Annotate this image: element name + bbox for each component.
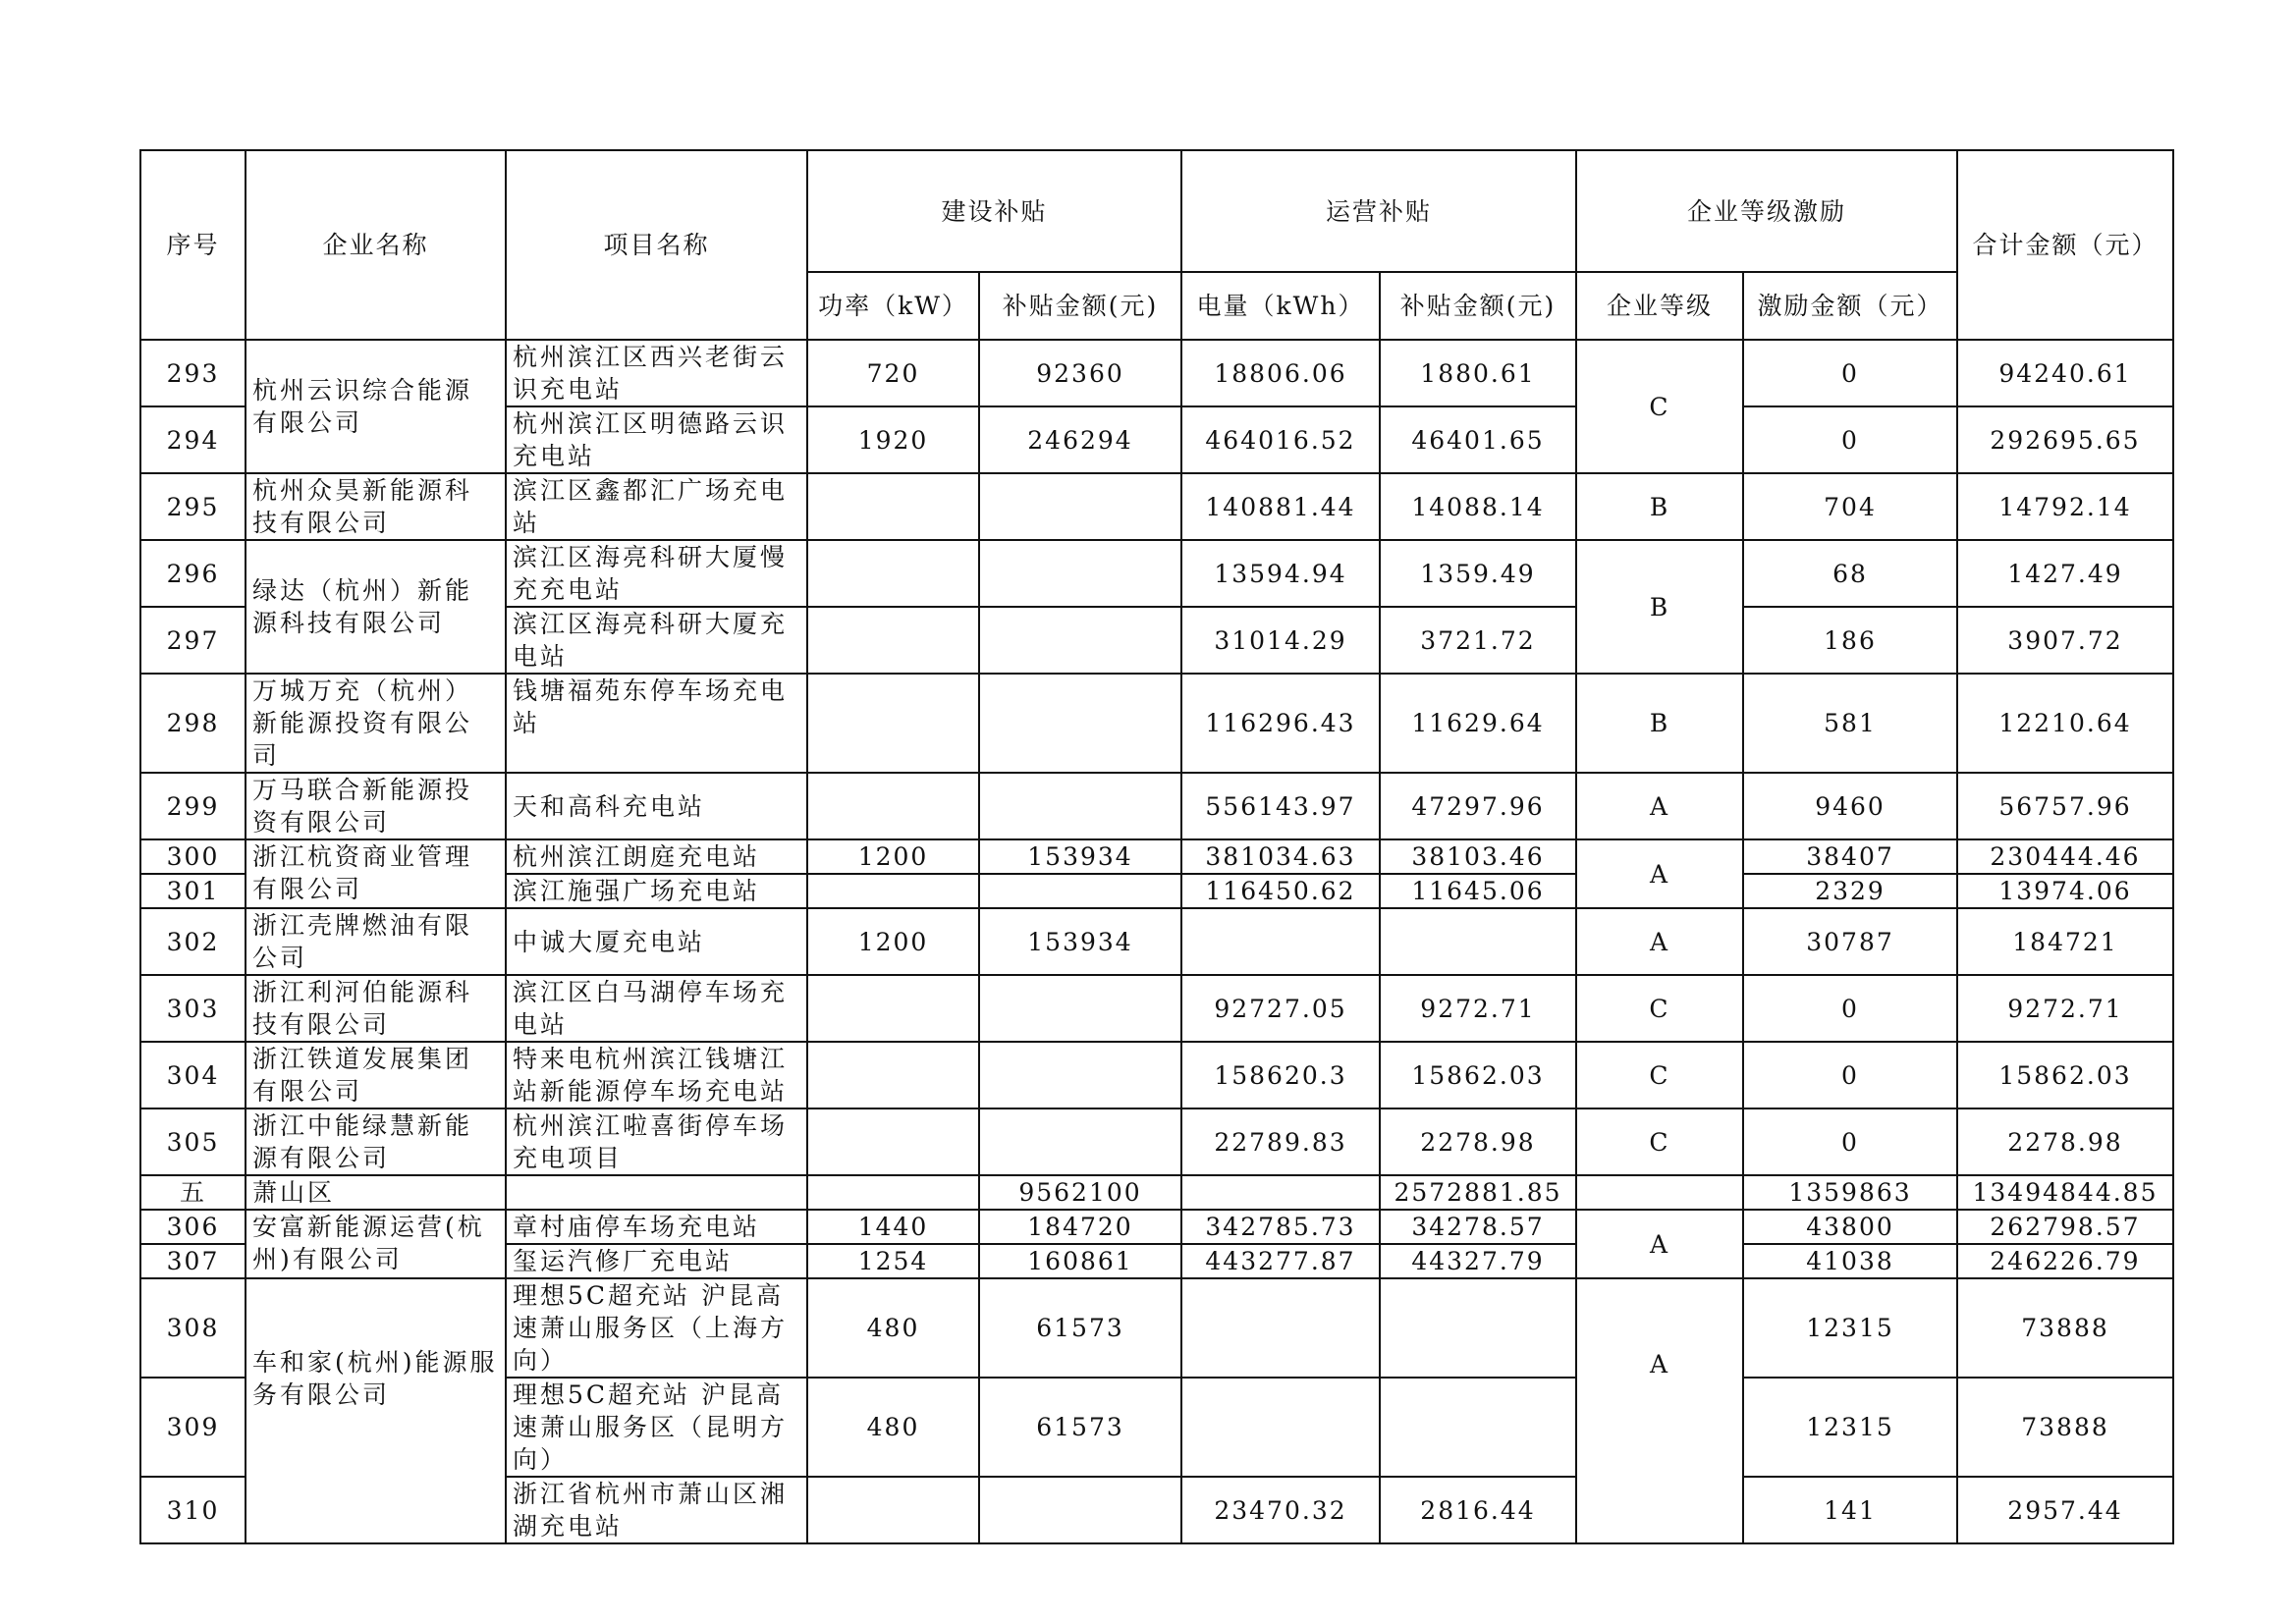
construction-amount-cell: 61573 bbox=[979, 1278, 1181, 1378]
district-construction-amount: 9562100 bbox=[979, 1175, 1181, 1210]
project-cell: 杭州滨江啦喜街停车场充电项目 bbox=[506, 1108, 807, 1175]
operation-amount-cell: 11629.64 bbox=[1380, 674, 1576, 773]
table-row bbox=[140, 1278, 2173, 1378]
seq-cell: 294 bbox=[140, 406, 246, 473]
seq-cell: 298 bbox=[140, 674, 246, 773]
project-cell: 浙江省杭州市萧山区湘湖充电站 bbox=[506, 1477, 807, 1543]
total-cell: 73888 bbox=[1957, 1378, 2173, 1477]
header-grade-incentive: 企业等级激励 bbox=[1576, 150, 1957, 272]
power-cell: 1200 bbox=[807, 839, 979, 874]
total-cell: 230444.46 bbox=[1957, 839, 2173, 874]
seq-cell: 296 bbox=[140, 540, 246, 607]
construction-amount-cell: 160861 bbox=[979, 1244, 1181, 1278]
energy-cell: 158620.3 bbox=[1181, 1042, 1380, 1108]
header-construction: 建设补贴 bbox=[807, 150, 1181, 272]
power-cell bbox=[807, 607, 979, 674]
table-row bbox=[140, 473, 2173, 540]
total-cell: 1427.49 bbox=[1957, 540, 2173, 607]
seq-cell: 310 bbox=[140, 1477, 246, 1543]
grade-cell: C bbox=[1576, 1108, 1743, 1175]
incentive-cell: 0 bbox=[1743, 1108, 1957, 1175]
incentive-cell: 41038 bbox=[1743, 1244, 1957, 1278]
seq-cell: 299 bbox=[140, 773, 246, 839]
total-cell: 15862.03 bbox=[1957, 1042, 2173, 1108]
grade-cell: A bbox=[1576, 1278, 1743, 1543]
total-cell: 14792.14 bbox=[1957, 473, 2173, 540]
seq-cell: 295 bbox=[140, 473, 246, 540]
company-cell: 杭州众昊新能源科技有限公司 bbox=[246, 473, 506, 540]
power-cell: 480 bbox=[807, 1278, 979, 1378]
power-cell: 1254 bbox=[807, 1244, 979, 1278]
construction-amount-cell: 92360 bbox=[979, 340, 1181, 406]
header-construction-amount: 补贴金额(元) bbox=[979, 272, 1181, 340]
header-operation-amount: 补贴金额(元) bbox=[1380, 272, 1576, 340]
operation-amount-cell: 14088.14 bbox=[1380, 473, 1576, 540]
incentive-cell: 12315 bbox=[1743, 1278, 1957, 1378]
table-row bbox=[140, 340, 2173, 406]
incentive-cell: 68 bbox=[1743, 540, 1957, 607]
district-subtotal-row bbox=[140, 1175, 2173, 1210]
incentive-cell: 38407 bbox=[1743, 839, 1957, 874]
energy-cell: 116296.43 bbox=[1181, 674, 1380, 773]
incentive-cell: 186 bbox=[1743, 607, 1957, 674]
energy-cell bbox=[1181, 1378, 1380, 1477]
total-cell: 246226.79 bbox=[1957, 1244, 2173, 1278]
project-cell: 滨江区海亮科研大厦充电站 bbox=[506, 607, 807, 674]
energy-cell: 464016.52 bbox=[1181, 406, 1380, 473]
district-energy bbox=[1181, 1175, 1380, 1210]
project-cell: 中诚大厦充电站 bbox=[506, 908, 807, 975]
seq-cell: 307 bbox=[140, 1244, 246, 1278]
grade-cell: A bbox=[1576, 908, 1743, 975]
incentive-cell: 2329 bbox=[1743, 874, 1957, 908]
district-grade bbox=[1576, 1175, 1743, 1210]
project-cell: 杭州滨江区西兴老街云识充电站 bbox=[506, 340, 807, 406]
construction-amount-cell bbox=[979, 1108, 1181, 1175]
construction-amount-cell bbox=[979, 773, 1181, 839]
incentive-cell: 141 bbox=[1743, 1477, 1957, 1543]
operation-amount-cell: 11645.06 bbox=[1380, 874, 1576, 908]
energy-cell: 116450.62 bbox=[1181, 874, 1380, 908]
incentive-cell: 12315 bbox=[1743, 1378, 1957, 1477]
operation-amount-cell: 2816.44 bbox=[1380, 1477, 1576, 1543]
energy-cell: 92727.05 bbox=[1181, 975, 1380, 1042]
company-cell: 车和家(杭州)能源服务有限公司 bbox=[246, 1278, 506, 1477]
energy-cell: 23470.32 bbox=[1181, 1477, 1380, 1543]
power-cell bbox=[807, 1108, 979, 1175]
operation-amount-cell: 38103.46 bbox=[1380, 839, 1576, 874]
project-cell: 滨江区海亮科研大厦慢充充电站 bbox=[506, 540, 807, 607]
seq-cell: 305 bbox=[140, 1108, 246, 1175]
incentive-cell: 0 bbox=[1743, 1042, 1957, 1108]
power-cell: 1920 bbox=[807, 406, 979, 473]
operation-amount-cell bbox=[1380, 908, 1576, 975]
project-cell: 特来电杭州滨江钱塘江站新能源停车场充电站 bbox=[506, 1042, 807, 1108]
construction-amount-cell bbox=[979, 540, 1181, 607]
operation-amount-cell: 15862.03 bbox=[1380, 1042, 1576, 1108]
construction-amount-cell: 61573 bbox=[979, 1378, 1181, 1477]
header-row-1 bbox=[140, 150, 2173, 272]
energy-cell: 342785.73 bbox=[1181, 1210, 1380, 1244]
table-row bbox=[140, 1210, 2173, 1244]
table-row bbox=[140, 1042, 2173, 1108]
company-cell: 浙江铁道发展集团有限公司 bbox=[246, 1042, 506, 1108]
operation-amount-cell: 47297.96 bbox=[1380, 773, 1576, 839]
grade-cell: B bbox=[1576, 473, 1743, 540]
operation-amount-cell bbox=[1380, 1378, 1576, 1477]
grade-cell: C bbox=[1576, 340, 1743, 473]
construction-amount-cell bbox=[979, 1477, 1181, 1543]
energy-cell bbox=[1181, 1278, 1380, 1378]
district-incentive: 1359863 bbox=[1743, 1175, 1957, 1210]
grade-cell: A bbox=[1576, 839, 1743, 908]
seq-cell: 306 bbox=[140, 1210, 246, 1244]
total-cell: 2957.44 bbox=[1957, 1477, 2173, 1543]
operation-amount-cell bbox=[1380, 1278, 1576, 1378]
district-name: 萧山区 bbox=[246, 1175, 506, 1210]
incentive-cell: 30787 bbox=[1743, 908, 1957, 975]
grade-cell: C bbox=[1576, 1042, 1743, 1108]
header-project: 项目名称 bbox=[506, 150, 807, 340]
seq-cell: 293 bbox=[140, 340, 246, 406]
header-company: 企业名称 bbox=[246, 150, 506, 340]
incentive-cell: 0 bbox=[1743, 340, 1957, 406]
power-cell bbox=[807, 540, 979, 607]
construction-amount-cell bbox=[979, 874, 1181, 908]
construction-amount-cell bbox=[979, 607, 1181, 674]
subsidy-table bbox=[139, 149, 2174, 1544]
operation-amount-cell: 44327.79 bbox=[1380, 1244, 1576, 1278]
table-row bbox=[140, 540, 2173, 607]
project-cell: 天和高科充电站 bbox=[506, 773, 807, 839]
header-seq: 序号 bbox=[140, 150, 246, 340]
power-cell: 480 bbox=[807, 1378, 979, 1477]
seq-cell: 300 bbox=[140, 839, 246, 874]
power-cell bbox=[807, 1477, 979, 1543]
company-cell: 浙江中能绿慧新能源有限公司 bbox=[246, 1108, 506, 1175]
energy-cell: 443277.87 bbox=[1181, 1244, 1380, 1278]
grade-cell: A bbox=[1576, 1210, 1743, 1278]
operation-amount-cell: 2278.98 bbox=[1380, 1108, 1576, 1175]
project-cell: 理想5C超充站 沪昆高速萧山服务区（上海方向） bbox=[506, 1278, 807, 1378]
incentive-cell: 43800 bbox=[1743, 1210, 1957, 1244]
header-total: 合计金额（元） bbox=[1957, 150, 2173, 340]
company-cell: 安富新能源运营(杭州)有限公司 bbox=[246, 1210, 506, 1278]
seq-cell: 302 bbox=[140, 908, 246, 975]
total-cell: 13974.06 bbox=[1957, 874, 2173, 908]
energy-cell: 31014.29 bbox=[1181, 607, 1380, 674]
total-cell: 94240.61 bbox=[1957, 340, 2173, 406]
district-power bbox=[807, 1175, 979, 1210]
project-cell: 钱塘福苑东停车场充电站 bbox=[506, 674, 807, 773]
energy-cell: 22789.83 bbox=[1181, 1108, 1380, 1175]
company-cell: 浙江壳牌燃油有限公司 bbox=[246, 908, 506, 975]
incentive-cell: 9460 bbox=[1743, 773, 1957, 839]
header-power: 功率（kW） bbox=[807, 272, 979, 340]
company-cell: 万马联合新能源投资有限公司 bbox=[246, 773, 506, 839]
power-cell: 1200 bbox=[807, 908, 979, 975]
total-cell: 292695.65 bbox=[1957, 406, 2173, 473]
seq-cell: 309 bbox=[140, 1378, 246, 1477]
construction-amount-cell bbox=[979, 473, 1181, 540]
seq-cell: 303 bbox=[140, 975, 246, 1042]
district-project bbox=[506, 1175, 807, 1210]
project-cell: 滨江区白马湖停车场充电站 bbox=[506, 975, 807, 1042]
construction-amount-cell: 153934 bbox=[979, 908, 1181, 975]
incentive-cell: 581 bbox=[1743, 674, 1957, 773]
construction-amount-cell bbox=[979, 674, 1181, 773]
table-row bbox=[140, 1477, 2173, 1543]
total-cell: 12210.64 bbox=[1957, 674, 2173, 773]
project-cell: 章村庙停车场充电站 bbox=[506, 1210, 807, 1244]
seq-cell: 301 bbox=[140, 874, 246, 908]
power-cell bbox=[807, 773, 979, 839]
power-cell bbox=[807, 975, 979, 1042]
operation-amount-cell: 1880.61 bbox=[1380, 340, 1576, 406]
company-cell: 浙江利河伯能源科技有限公司 bbox=[246, 975, 506, 1042]
incentive-cell: 704 bbox=[1743, 473, 1957, 540]
table-row bbox=[140, 839, 2173, 874]
header-grade: 企业等级 bbox=[1576, 272, 1743, 340]
operation-amount-cell: 46401.65 bbox=[1380, 406, 1576, 473]
power-cell: 720 bbox=[807, 340, 979, 406]
table-row bbox=[140, 773, 2173, 839]
operation-amount-cell: 34278.57 bbox=[1380, 1210, 1576, 1244]
district-total: 13494844.85 bbox=[1957, 1175, 2173, 1210]
grade-cell: B bbox=[1576, 674, 1743, 773]
seq-cell: 308 bbox=[140, 1278, 246, 1378]
company-cell: 杭州云识综合能源有限公司 bbox=[246, 340, 506, 473]
total-cell: 73888 bbox=[1957, 1278, 2173, 1378]
grade-cell: C bbox=[1576, 975, 1743, 1042]
project-cell: 滨江区鑫都汇广场充电站 bbox=[506, 473, 807, 540]
project-cell: 理想5C超充站 沪昆高速萧山服务区（昆明方向） bbox=[506, 1378, 807, 1477]
energy-cell: 140881.44 bbox=[1181, 473, 1380, 540]
company-cell: 绿达（杭州）新能源科技有限公司 bbox=[246, 540, 506, 674]
power-cell bbox=[807, 473, 979, 540]
operation-amount-cell: 9272.71 bbox=[1380, 975, 1576, 1042]
energy-cell: 13594.94 bbox=[1181, 540, 1380, 607]
total-cell: 184721 bbox=[1957, 908, 2173, 975]
construction-amount-cell bbox=[979, 975, 1181, 1042]
header-operation: 运营补贴 bbox=[1181, 150, 1576, 272]
total-cell: 2278.98 bbox=[1957, 1108, 2173, 1175]
project-cell: 杭州滨江朗庭充电站 bbox=[506, 839, 807, 874]
total-cell: 262798.57 bbox=[1957, 1210, 2173, 1244]
company-cell: 万城万充（杭州）新能源投资有限公司 bbox=[246, 674, 506, 773]
construction-amount-cell: 246294 bbox=[979, 406, 1181, 473]
power-cell: 1440 bbox=[807, 1210, 979, 1244]
construction-amount-cell bbox=[979, 1042, 1181, 1108]
seq-cell: 304 bbox=[140, 1042, 246, 1108]
table-row bbox=[140, 674, 2173, 773]
incentive-cell: 0 bbox=[1743, 975, 1957, 1042]
construction-amount-cell: 184720 bbox=[979, 1210, 1181, 1244]
table-row bbox=[140, 1108, 2173, 1175]
seq-cell: 297 bbox=[140, 607, 246, 674]
header-incentive-amount: 激励金额（元） bbox=[1743, 272, 1957, 340]
incentive-cell: 0 bbox=[1743, 406, 1957, 473]
project-cell: 杭州滨江区明德路云识充电站 bbox=[506, 406, 807, 473]
energy-cell bbox=[1181, 908, 1380, 975]
construction-amount-cell: 153934 bbox=[979, 839, 1181, 874]
district-seq: 五 bbox=[140, 1175, 246, 1210]
power-cell bbox=[807, 874, 979, 908]
company-cell: 浙江杭资商业管理有限公司 bbox=[246, 839, 506, 908]
power-cell bbox=[807, 1042, 979, 1108]
header-energy: 电量（kWh） bbox=[1181, 272, 1380, 340]
energy-cell: 381034.63 bbox=[1181, 839, 1380, 874]
energy-cell: 556143.97 bbox=[1181, 773, 1380, 839]
energy-cell: 18806.06 bbox=[1181, 340, 1380, 406]
table-row bbox=[140, 908, 2173, 975]
power-cell bbox=[807, 674, 979, 773]
operation-amount-cell: 1359.49 bbox=[1380, 540, 1576, 607]
grade-cell: B bbox=[1576, 540, 1743, 674]
table-row bbox=[140, 975, 2173, 1042]
operation-amount-cell: 3721.72 bbox=[1380, 607, 1576, 674]
project-cell: 玺运汽修厂充电站 bbox=[506, 1244, 807, 1278]
total-cell: 9272.71 bbox=[1957, 975, 2173, 1042]
company-cell-continued bbox=[246, 1477, 506, 1543]
grade-cell: A bbox=[1576, 773, 1743, 839]
district-operation-amount: 2572881.85 bbox=[1380, 1175, 1576, 1210]
total-cell: 3907.72 bbox=[1957, 607, 2173, 674]
total-cell: 56757.96 bbox=[1957, 773, 2173, 839]
project-cell: 滨江施强广场充电站 bbox=[506, 874, 807, 908]
